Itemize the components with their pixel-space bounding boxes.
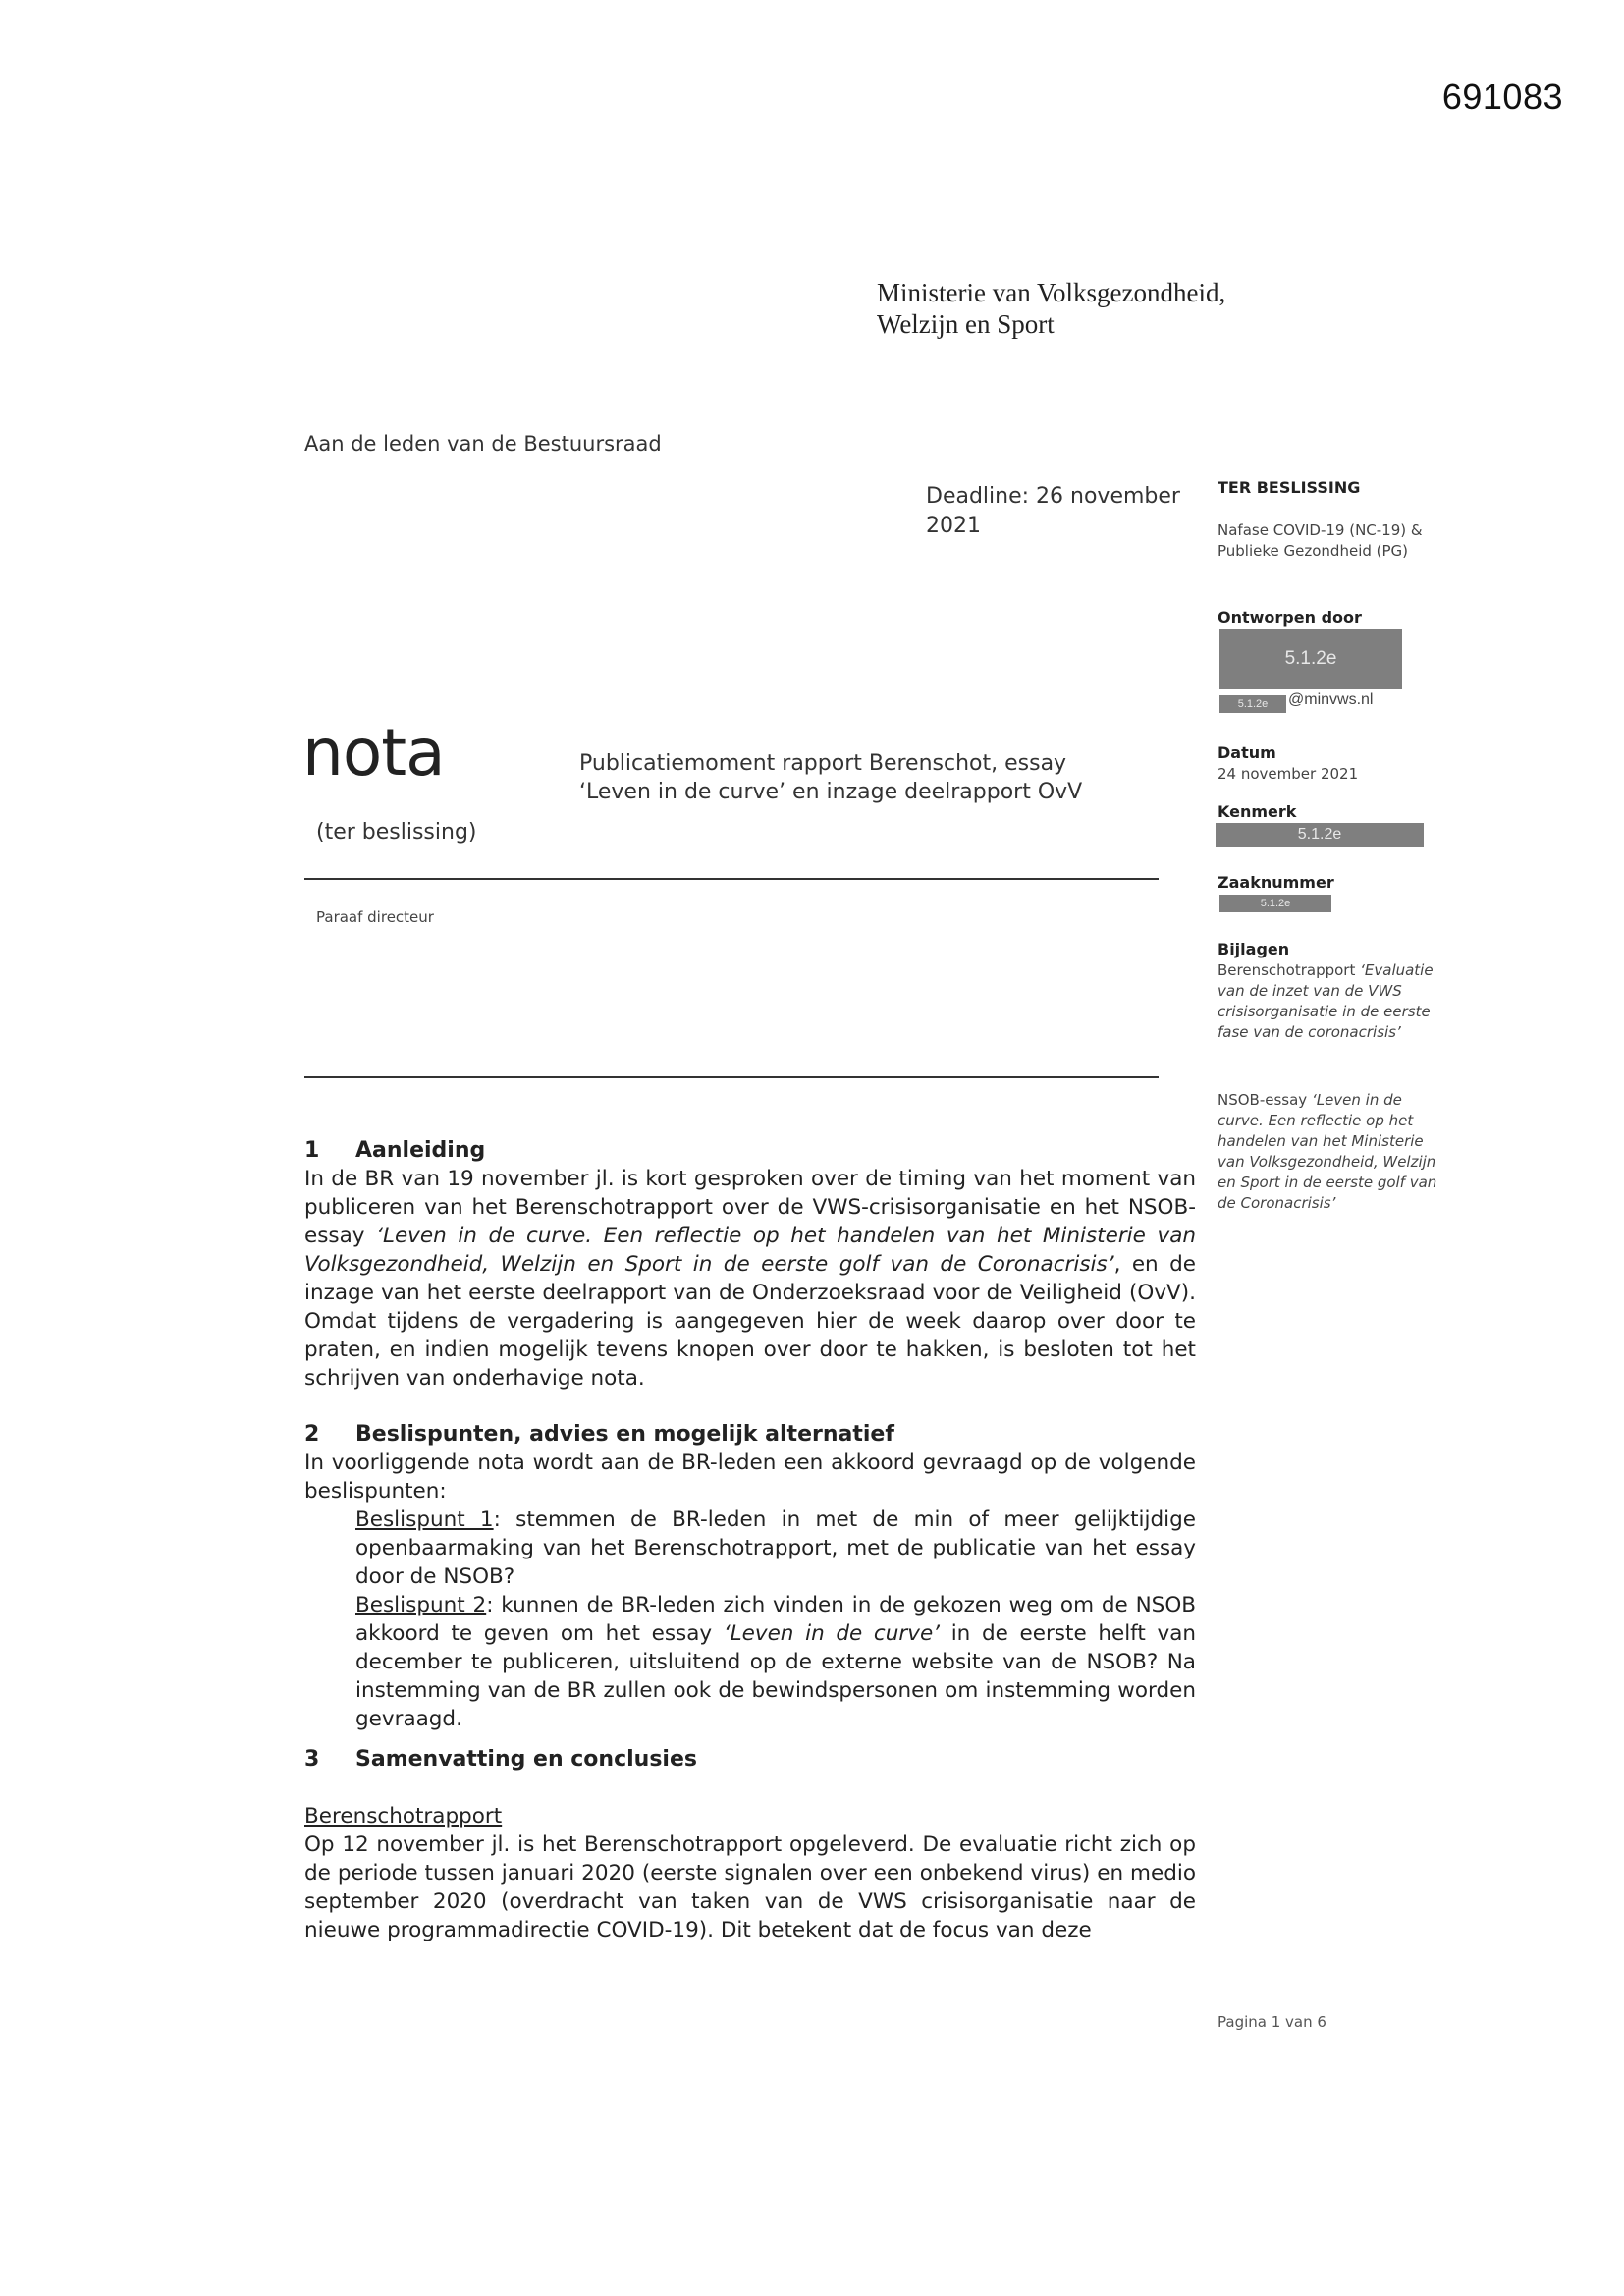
- section-1-title: Aanleiding: [355, 1138, 486, 1163]
- addressee: Aan de leden van de Bestuursraad: [304, 432, 662, 456]
- attachment-1-title: ‘Evaluatie van de inzet van de VWS crisisorganisatie in de eerste fase van de coronacrisis’: [1218, 961, 1434, 1041]
- section-3-subheading: Berenschotrapport: [304, 1804, 503, 1829]
- kenmerk-label: Kenmerk: [1218, 802, 1297, 821]
- subject: Publicatiemoment rapport Berenschot, essay ‘Leven in de curve’ en inzage deelrapport OvV: [579, 751, 1083, 804]
- decision-point-2-essay: ‘Leven in de curve’: [723, 1621, 941, 1646]
- section-3-paragraph: Op 12 november jl. is het Berenschotrapport opgeleverd. De evaluatie richt zich op de periode tussen januari 2020 (eerste signalen over een onbekend virus) en medio september 2020 (overdracht van taken van de VWS crisisorganisatie naar de nieuwe programmadirectie COVID-19). Dit betekent dat de focus van deze: [304, 1832, 1196, 1942]
- document-title: nota: [302, 715, 445, 791]
- document-subtitle: (ter beslissing): [316, 820, 477, 845]
- date-value: 24 november 2021: [1218, 765, 1359, 783]
- attachment-2-title: ‘Leven in de curve. Een reflectie op het handelen van het Ministerie van Volksgezondheid, Welzijn en Sport in de eerste golf van de Coronacrisis’: [1218, 1091, 1437, 1212]
- divider-top: [304, 878, 1159, 880]
- department: Nafase COVID-19 (NC-19) & Publieke Gezondheid (PG): [1218, 521, 1423, 560]
- ministry-line-2: Welzijn en Sport: [877, 309, 1055, 339]
- section-1-text-b: , en de inzage van het eerste deelrapport van de Onderzoeksraad voor de Veiligheid (OvV). Omdat tijdens de vergadering is aangegeven hier de week daarop over door te praten, en indien mogelijk tevens knopen over door te hakken, is besloten tot het schrijven van onderhavige nota.: [304, 1252, 1196, 1391]
- redaction-block: 5.1.2e: [1219, 629, 1402, 689]
- section-3-title: Samenvatting en conclusies: [355, 1747, 697, 1772]
- ministry-line-1: Ministerie van Volksgezondheid,: [877, 278, 1226, 307]
- ministry-logo-text: [877, 277, 1225, 340]
- kenmerk-redaction: 5.1.2e: [1216, 823, 1424, 847]
- decision-point-2-text-a: : kunnen de BR-leden zich vinden in de gekozen weg om de NSOB akkoord te geven om het essay: [355, 1593, 1196, 1646]
- zaaknummer-label: Zaaknummer: [1218, 873, 1334, 892]
- decision-point-1: [304, 1505, 1196, 1591]
- attachments-label: Bijlagen: [1218, 940, 1290, 958]
- status-label: [1218, 477, 1453, 499]
- redaction-email: 5.1.2e: [1219, 695, 1286, 713]
- decision-point-1-text: : stemmen de BR-leden in met de min of meer gelijktijdige openbaarmaking van het Berenschotrapport, met de publicatie van het essay door de NSOB?: [355, 1507, 1196, 1589]
- zaaknummer-redaction: 5.1.2e: [1219, 895, 1331, 912]
- section-1-essay-title: ‘Leven in de curve. Een reflectie op het handelen van het Ministerie van Volksgezondheid, Welzijn en Sport in de eerste golf van de Coronacrisis’: [304, 1224, 1196, 1277]
- date-label: Datum: [1218, 743, 1276, 762]
- designed-by-label: Ontworpen door: [1218, 608, 1362, 627]
- section-1-number: 1: [304, 1138, 320, 1163]
- decision-point-2: [304, 1591, 1196, 1733]
- decision-point-2-text-b: in de eerste helft van december te publiceren, uitsluitend op de externe website van de NSOB? Na instemming van de BR zullen ook de bewindspersonen om instemming worden gevraagd.: [355, 1621, 1196, 1731]
- section-3-number: 3: [304, 1747, 320, 1772]
- attachment-2: [1218, 1090, 1449, 1214]
- attachment-1: [1218, 960, 1449, 1043]
- status-text: TER BESLISSING: [1218, 478, 1361, 497]
- page-number: Pagina 1 van 6: [1218, 2013, 1326, 2031]
- document-id: 691083: [1441, 77, 1563, 117]
- section-1-heading: [304, 1136, 1196, 1165]
- section-3: [304, 1745, 1196, 1944]
- deadline: Deadline: 26 november 2021: [926, 484, 1180, 538]
- section-2-title: Beslispunten, advies en mogelijk alternatief: [355, 1422, 894, 1447]
- section-2-number: 2: [304, 1422, 320, 1447]
- section-1-paragraph: [304, 1165, 1196, 1393]
- email-suffix: @minvws.nl: [1288, 691, 1374, 708]
- attachment-2-prefix: NSOB-essay: [1218, 1091, 1312, 1109]
- attachment-1-prefix: Berenschotrapport: [1218, 961, 1361, 979]
- divider-bottom: [304, 1076, 1159, 1078]
- decision-point-2-label: Beslispunt 2: [355, 1593, 487, 1617]
- section-1-text-a: In de BR van 19 november jl. is kort gesproken over de timing van het moment van publiceren van het Berenschotrapport over de VWS-crisisorganisatie en het NSOB-essay: [304, 1167, 1196, 1248]
- section-2-intro: In voorliggende nota wordt aan de BR-leden een akkoord gevraagd op de volgende beslispunten:: [304, 1450, 1196, 1503]
- section-3-heading: [304, 1745, 1196, 1774]
- section-2: [304, 1420, 1196, 1733]
- section-1: [304, 1136, 1196, 1393]
- paraaf-label: Paraaf directeur: [316, 908, 434, 926]
- decision-point-1-label: Beslispunt 1: [355, 1507, 494, 1532]
- section-2-heading: [304, 1420, 1196, 1449]
